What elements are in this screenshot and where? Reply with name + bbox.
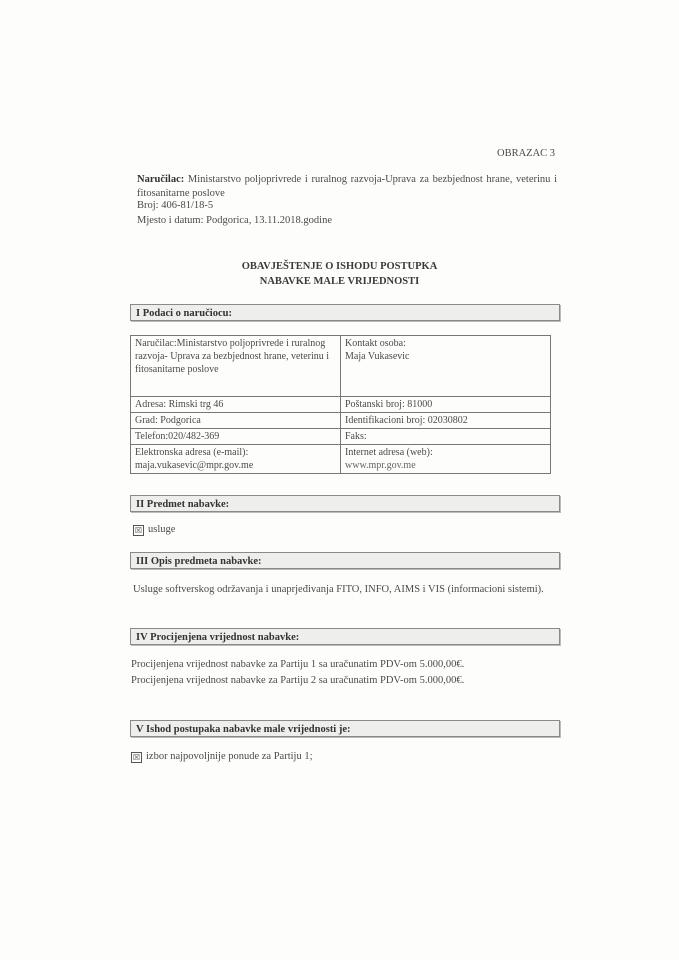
narucilac-block [137,173,557,200]
narucilac-table [130,335,551,474]
narucilac-label: Naručilac: [137,174,185,185]
web-label: Internet adresa (web): [345,447,433,458]
section-3-header: III Opis predmeta nabavke: [130,552,560,569]
form-label: OBRAZAC 3 [497,148,556,159]
mjesto-datum: Mjesto i datum: Podgorica, 13.11.2018.godine [137,215,333,226]
vrijednost-partija-2: Procijenjena vrijednost nabavke za Partiju 2 sa uračunatim PDV-om 5.000,00€. [131,675,465,686]
faks-cell: Faks: [341,429,551,445]
section-1-header: I Podaci o naručiocu: [130,304,560,321]
email-cell [131,445,341,474]
telefon-cell: Telefon:020/482-369 [131,429,341,445]
predmet-value: usluge [148,524,176,535]
ishod-value: izbor najpovoljnije ponude za Partiju 1; [146,751,313,762]
narucilac-cell: Naručilac:Ministarstvo poljoprivrede i ruralnog razvoja- Uprava za bezbjednost hrane, veterinu i fitosanitarne poslove [131,336,341,397]
ishod-item [131,751,313,763]
section-5-header: V Ishod postupaka nabavke male vrijednosti je: [130,720,560,737]
checked-box-icon: ☒ [134,526,143,535]
email-value: maja.vukasevic@mpr.gov.me [135,460,254,471]
kontakt-value: Maja Vukasevic [345,351,410,362]
document-title-line1: OBAVJEŠTENJE O ISHODU POSTUPKA [241,261,438,272]
predmet-item [133,524,175,536]
broj: Broj: 406-81/18-5 [137,200,214,211]
id-broj-cell: Identifikacioni broj: 02030802 [341,413,551,429]
kontakt-cell [341,336,551,397]
narucilac-value: Ministarstvo poljoprivrede i ruralnog razvoja-Uprava za bezbjednost hrane, veterinu i fitosanitarne poslove [137,174,557,199]
document-title-line2: NABAVKE MALE VRIJEDNOSTI [259,276,420,287]
checked-box-icon: ☒ [132,753,141,762]
email-label: Elektronska adresa (e-mail): [135,447,249,458]
section-2-header: II Predmet nabavke: [130,495,560,512]
section-4-header: IV Procijenjena vrijednost nabavke: [130,628,560,645]
adresa-cell: Adresa: Rimski trg 46 [131,397,341,413]
grad-cell: Grad: Podgorica [131,413,341,429]
kontakt-label: Kontakt osoba: [345,338,406,349]
postanski-cell: Poštanski broj: 81000 [341,397,551,413]
vrijednost-partija-1: Procijenjena vrijednost nabavke za Partiju 1 sa uračunatim PDV-om 5.000,00€. [131,659,465,670]
web-cell [341,445,551,474]
web-link[interactable]: www.mpr.gov.me [345,460,416,471]
opis-text: Usluge softverskog održavanja i unaprjeđivanja FITO, INFO, AIMS i VIS (informacioni sistemi). [133,584,544,595]
